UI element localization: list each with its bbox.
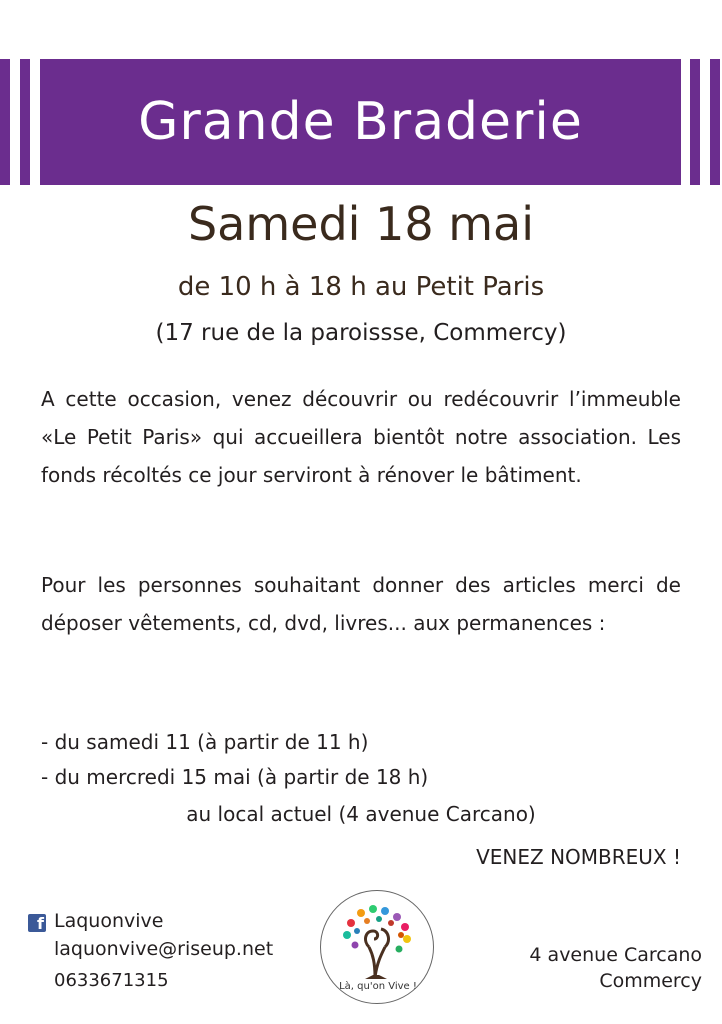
- closing-slogan: VENEZ NOMBREUX !: [476, 845, 681, 869]
- banner-title: Grande Braderie: [138, 92, 583, 152]
- permanence-saturday: - du samedi 11 (à partir de 11 h): [41, 730, 369, 754]
- title-banner: [40, 59, 681, 185]
- facebook-name[interactable]: Laquonvive: [54, 910, 164, 932]
- event-address: (17 rue de la paroissse, Commercy): [155, 320, 567, 346]
- footer-address-city: Commercy: [599, 970, 702, 992]
- banner-stripe: [690, 59, 700, 185]
- event-date: Samedi 18 mai: [187, 197, 535, 251]
- footer-address-street: 4 avenue Carcano: [529, 944, 702, 966]
- phone-number: 0633671315: [54, 970, 169, 991]
- banner-stripe: [0, 59, 10, 185]
- intro-paragraph: A cette occasion, venez découvrir ou redécouvrir l’immeuble «Le Petit Paris» qui accueillera bientôt notre association. Les fonds récoltés ce jour serviront à rénover le bâtiment.: [41, 387, 681, 487]
- event-time: de 10 h à 18 h au Petit Paris: [177, 272, 545, 302]
- logo-text: Là, qu'on Vive !: [339, 981, 417, 992]
- banner-stripe: [20, 59, 30, 185]
- facebook-icon: f: [28, 914, 46, 932]
- email-address[interactable]: laquonvive@riseup.net: [54, 938, 274, 960]
- permanence-wednesday: - du mercredi 15 mai (à partir de 18 h): [41, 765, 429, 789]
- donation-paragraph: Pour les personnes souhaitant donner des articles merci de déposer vêtements, cd, dvd, livres... aux permanences :: [41, 573, 681, 635]
- local-address: au local actuel (4 avenue Carcano): [186, 802, 536, 826]
- banner-stripe: [710, 59, 720, 185]
- association-logo: [320, 890, 434, 1004]
